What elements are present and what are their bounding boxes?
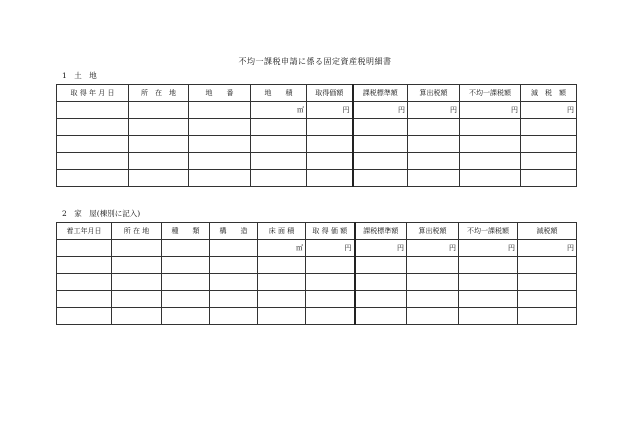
- land-header-row: [57, 85, 577, 102]
- house-cell[interactable]: [407, 257, 459, 274]
- house-cell[interactable]: [57, 240, 112, 257]
- land-blank-row: [57, 136, 577, 153]
- house-cell[interactable]: [459, 257, 518, 274]
- house-cell[interactable]: [355, 257, 407, 274]
- land-header-location: 所 在 地: [129, 85, 189, 102]
- land-cell[interactable]: [189, 119, 251, 136]
- land-unit-yen[interactable]: 円: [353, 102, 408, 119]
- house-cell[interactable]: [57, 274, 112, 291]
- land-cell[interactable]: [57, 136, 129, 153]
- house-header-location: 所 在 地: [112, 223, 162, 240]
- house-cell[interactable]: [210, 240, 258, 257]
- land-cell[interactable]: [408, 136, 460, 153]
- land-cell[interactable]: [408, 170, 460, 187]
- land-cell[interactable]: [307, 153, 353, 170]
- land-blank-row: [57, 170, 577, 187]
- house-header-structure: 構 造: [210, 223, 258, 240]
- house-blank-row: [57, 274, 577, 291]
- house-cell[interactable]: [407, 308, 459, 325]
- house-unit-yen[interactable]: 円: [518, 240, 577, 257]
- house-cell[interactable]: [112, 257, 162, 274]
- house-cell[interactable]: [355, 274, 407, 291]
- land-cell[interactable]: [129, 153, 189, 170]
- land-unit-row: [57, 102, 577, 119]
- land-cell[interactable]: [521, 136, 577, 153]
- land-cell[interactable]: [521, 170, 577, 187]
- land-table: [56, 84, 577, 187]
- house-cell[interactable]: [162, 257, 210, 274]
- house-cell[interactable]: [112, 240, 162, 257]
- land-blank-row: [57, 153, 577, 170]
- land-cell[interactable]: [129, 119, 189, 136]
- house-cell[interactable]: [210, 308, 258, 325]
- house-cell[interactable]: [258, 308, 306, 325]
- house-unit-yen[interactable]: 円: [306, 240, 355, 257]
- land-unit-yen[interactable]: 円: [460, 102, 521, 119]
- land-cell[interactable]: [251, 119, 307, 136]
- house-header-calculated-tax: 算出税額: [407, 223, 459, 240]
- land-cell[interactable]: [251, 153, 307, 170]
- house-cell[interactable]: [355, 308, 407, 325]
- land-header-acquisition-price: 取得価額: [307, 85, 353, 102]
- house-header-type: 種 類: [162, 223, 210, 240]
- land-cell[interactable]: [408, 119, 460, 136]
- land-unit-yen[interactable]: 円: [307, 102, 353, 119]
- land-cell[interactable]: [353, 136, 408, 153]
- house-cell[interactable]: [210, 257, 258, 274]
- house-header-tax-reduction: 減税額: [518, 223, 577, 240]
- land-cell[interactable]: [307, 170, 353, 187]
- land-header-area: 地 積: [251, 85, 307, 102]
- house-cell[interactable]: [210, 274, 258, 291]
- house-header-uneven-tax: 不均一課税額: [459, 223, 518, 240]
- land-header-acquisition-date: 取 得 年 月 日: [57, 85, 129, 102]
- house-cell[interactable]: [57, 257, 112, 274]
- house-blank-row: [57, 291, 577, 308]
- land-cell[interactable]: [353, 170, 408, 187]
- house-cell[interactable]: [162, 240, 210, 257]
- land-cell[interactable]: [460, 170, 521, 187]
- house-cell[interactable]: [459, 274, 518, 291]
- land-cell[interactable]: [521, 153, 577, 170]
- land-unit-yen[interactable]: 円: [521, 102, 577, 119]
- house-cell[interactable]: [518, 291, 577, 308]
- land-cell[interactable]: [189, 102, 251, 119]
- house-cell[interactable]: [112, 274, 162, 291]
- house-cell[interactable]: [459, 291, 518, 308]
- land-cell[interactable]: [460, 136, 521, 153]
- house-blank-row: [57, 257, 577, 274]
- land-cell[interactable]: [353, 119, 408, 136]
- house-cell[interactable]: [407, 274, 459, 291]
- land-section-heading: 1 土 地: [62, 71, 97, 80]
- house-cell[interactable]: [306, 257, 355, 274]
- house-unit-yen[interactable]: 円: [355, 240, 407, 257]
- land-cell[interactable]: [353, 153, 408, 170]
- land-cell[interactable]: [129, 170, 189, 187]
- land-cell[interactable]: [521, 119, 577, 136]
- land-cell[interactable]: [57, 119, 129, 136]
- house-cell[interactable]: [407, 291, 459, 308]
- house-cell[interactable]: [518, 274, 577, 291]
- house-cell[interactable]: [210, 291, 258, 308]
- house-cell[interactable]: [112, 308, 162, 325]
- land-cell[interactable]: [57, 102, 129, 119]
- land-cell[interactable]: [129, 102, 189, 119]
- land-header-tax-base: 課税標準額: [353, 85, 408, 102]
- land-header-tax-reduction: 減 税 額: [521, 85, 577, 102]
- house-cell[interactable]: [258, 274, 306, 291]
- land-blank-row: [57, 119, 577, 136]
- house-cell[interactable]: [306, 291, 355, 308]
- house-cell[interactable]: [258, 257, 306, 274]
- house-cell[interactable]: [57, 291, 112, 308]
- land-cell[interactable]: [57, 153, 129, 170]
- land-header-calculated-tax: 算出税額: [408, 85, 460, 102]
- house-header-tax-base: 課税標準額: [355, 223, 407, 240]
- house-cell[interactable]: [306, 308, 355, 325]
- house-table: [56, 222, 577, 325]
- land-cell[interactable]: [251, 170, 307, 187]
- document-title: 不均一課税申請に係る固定資産税明細書: [238, 57, 392, 66]
- land-header-uneven-tax: 不均一課税額: [460, 85, 521, 102]
- land-cell[interactable]: [189, 153, 251, 170]
- house-unit-row: [57, 240, 577, 257]
- land-cell[interactable]: [408, 153, 460, 170]
- house-header-row: [57, 223, 577, 240]
- house-unit-yen[interactable]: 円: [407, 240, 459, 257]
- land-cell[interactable]: [460, 119, 521, 136]
- land-unit-yen[interactable]: 円: [408, 102, 460, 119]
- house-cell[interactable]: [518, 257, 577, 274]
- land-cell[interactable]: [307, 136, 353, 153]
- house-cell[interactable]: [355, 291, 407, 308]
- house-cell[interactable]: [258, 291, 306, 308]
- land-cell[interactable]: [251, 136, 307, 153]
- house-header-acquisition-price: 取 得 価 額: [306, 223, 355, 240]
- land-header-lot-number: 地 番: [189, 85, 251, 102]
- land-cell[interactable]: [189, 136, 251, 153]
- house-cell[interactable]: [518, 308, 577, 325]
- land-cell[interactable]: [57, 170, 129, 187]
- house-header-floor-area: 床 面 積: [258, 223, 306, 240]
- land-cell[interactable]: [129, 136, 189, 153]
- house-unit-area[interactable]: ㎡: [258, 240, 306, 257]
- house-blank-row: [57, 308, 577, 325]
- land-cell[interactable]: [460, 153, 521, 170]
- house-unit-yen[interactable]: 円: [459, 240, 518, 257]
- house-cell[interactable]: [162, 291, 210, 308]
- house-section-heading: 2 家 屋(棟別に記入): [62, 209, 141, 218]
- house-cell[interactable]: [306, 274, 355, 291]
- house-cell[interactable]: [459, 308, 518, 325]
- house-cell[interactable]: [162, 308, 210, 325]
- house-header-construction-date: 着工年月日: [57, 223, 112, 240]
- land-unit-area[interactable]: ㎡: [251, 102, 307, 119]
- land-cell[interactable]: [307, 119, 353, 136]
- house-cell[interactable]: [112, 291, 162, 308]
- land-cell[interactable]: [189, 170, 251, 187]
- house-cell[interactable]: [162, 274, 210, 291]
- house-cell[interactable]: [57, 308, 112, 325]
